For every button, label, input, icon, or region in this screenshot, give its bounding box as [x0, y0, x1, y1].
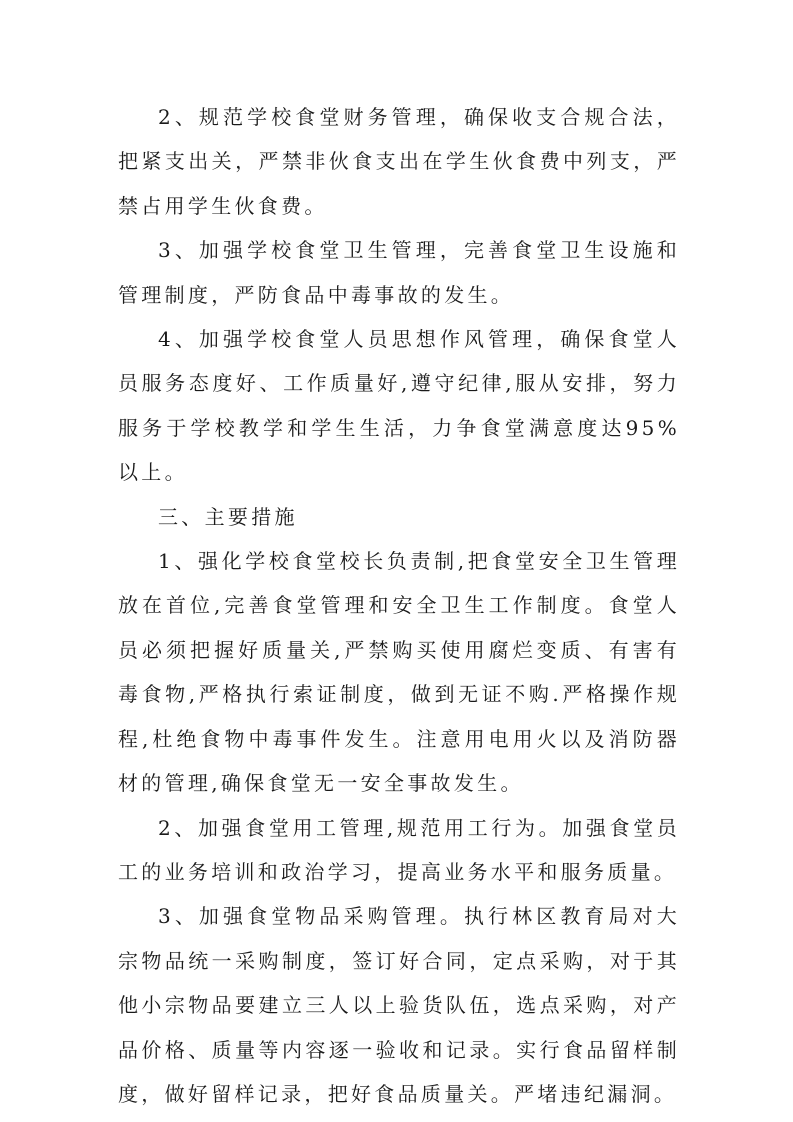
paragraph-finance-management: 2、规范学校食堂财务管理，确保收支合规合法，把紧支出关，严禁非伙食支出在学生伙食费中列支，严禁占用学生伙食费。: [118, 105, 680, 218]
section-heading-main-measures: 三、主要措施: [158, 504, 298, 529]
paragraph-hygiene-management: 3、加强学校食堂卫生管理，完善食堂卫生设施和管理制度，严防食品中毒事故的发生。: [118, 238, 680, 307]
paragraph-procurement-management: 3、加强食堂物品采购管理。执行林区教育局对大宗物品统一采购制度，签订好合同，定点采购，对于其他小宗物品要建立三人以上验货队伍，选点采购，对产品价格、质量等内容逐一验收和记录。实行食品留样制度，做好留样记录，把好食品质量关。严堵违纪漏洞。: [118, 904, 680, 1106]
document-body: [118, 95, 680, 1116]
paragraph-staff-conduct: 4、加强学校食堂人员思想作风管理，确保食堂人员服务态度好、工作质量好,遵守纪律,服从安排，努力服务于学校教学和学生生活，力争食堂满意度达95%以上。: [118, 327, 680, 485]
paragraph-employment-management: 2、加强食堂用工管理,规范用工行为。加强食堂员工的业务培训和政治学习，提高业务水平和服务质量。: [118, 815, 680, 884]
paragraph-principal-responsibility: 1、强化学校食堂校长负责制,把食堂安全卫生管理放在首位,完善食堂管理和安全卫生工作制度。食堂人员必须把握好质量关,严禁购买使用腐烂变质、有害有毒食物,严格执行索证制度，做到无证不购.严格操作规程,杜绝食物中毒事件发生。注意用电用火以及消防器材的管理,确保食堂无一安全事故发生。: [118, 549, 680, 796]
